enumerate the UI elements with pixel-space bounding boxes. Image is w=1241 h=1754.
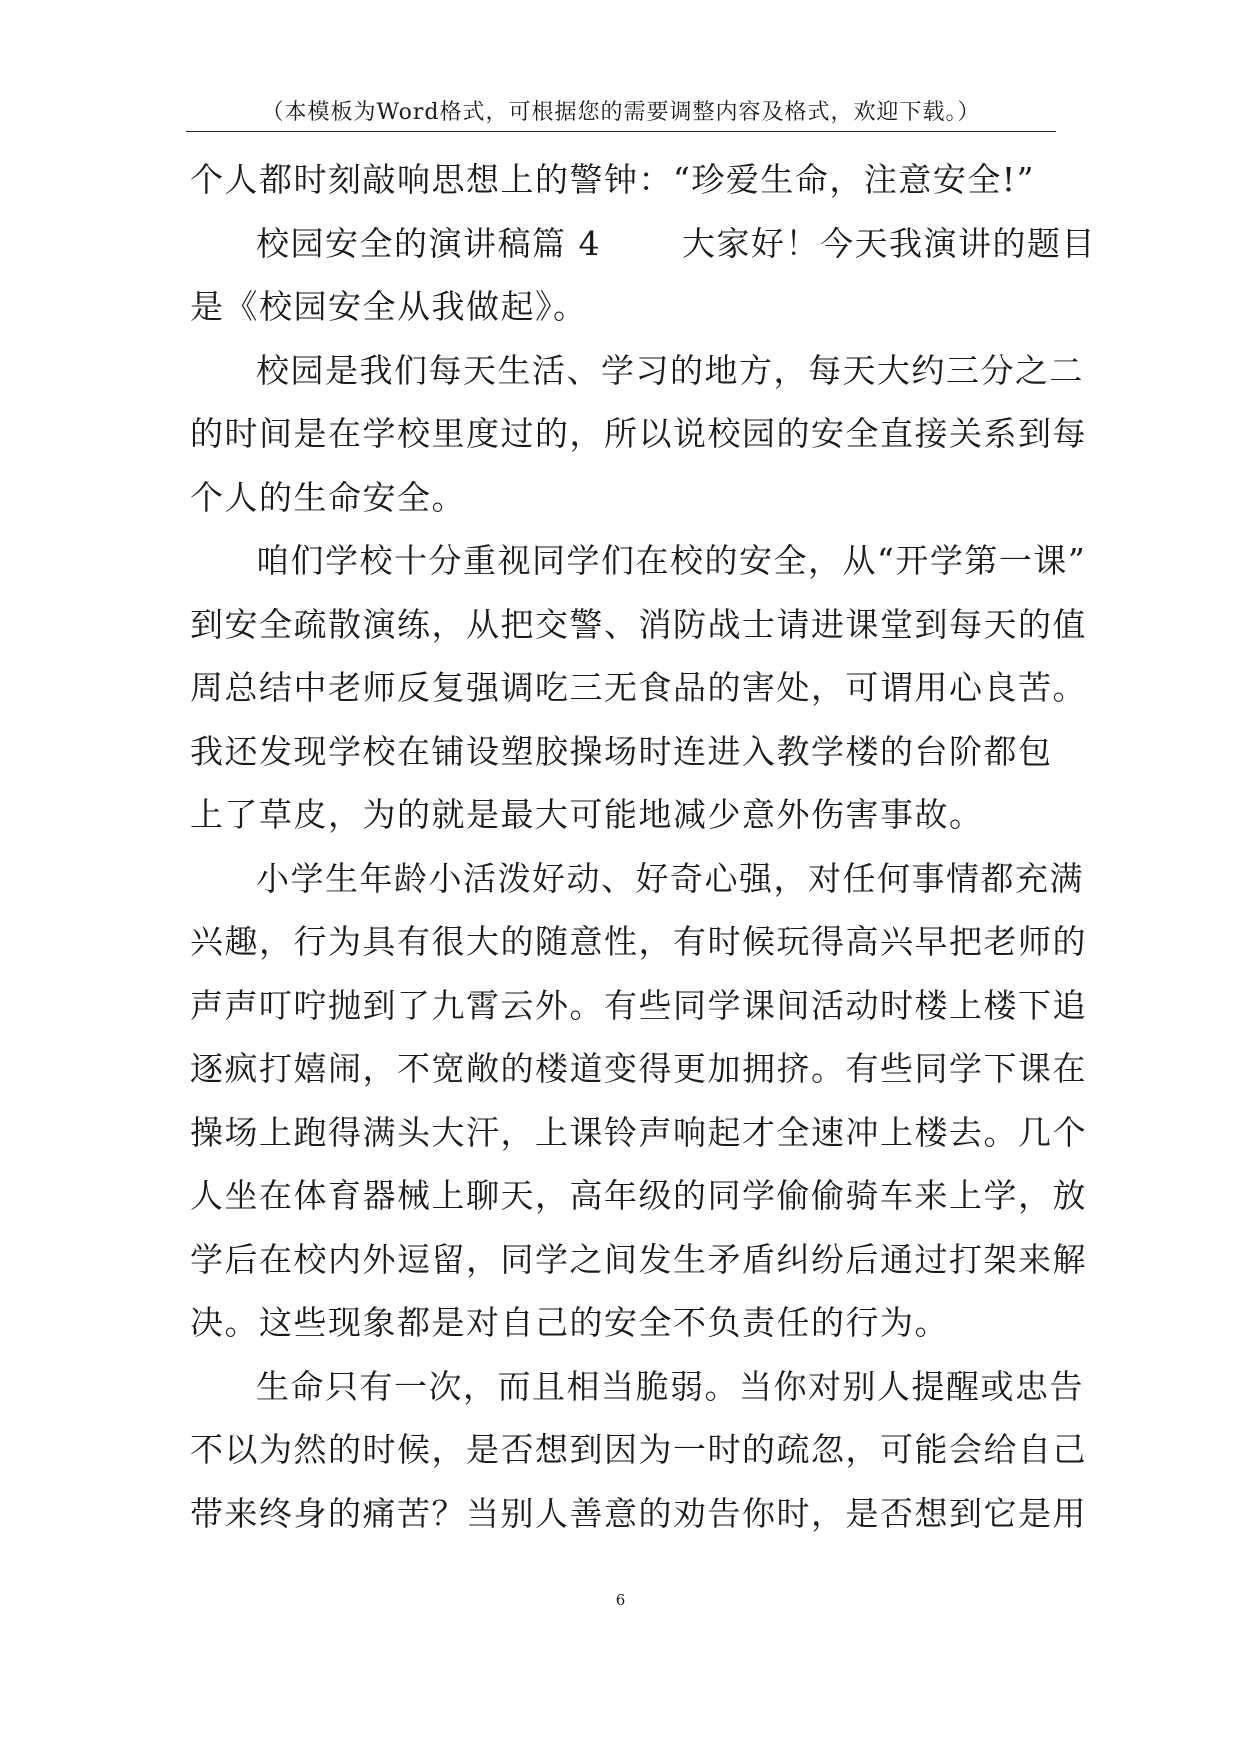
text-line: 到安全疏散演练，从把交警、消防战士请进课堂到每天的值 <box>190 604 1087 644</box>
text-line: 兴趣，行为具有很大的随意性，有时候玩得高兴早把老师的 <box>190 922 1087 961</box>
text-line: 周总结中老师反复强调吃三无食品的害处，可谓用心良苦。 <box>190 668 1087 707</box>
page-number: 6 <box>615 1591 626 1609</box>
text-line: 校园安全的演讲稿篇 4 大家好！今天我演讲的题目 <box>256 223 1096 263</box>
text-line: 不以为然的时候，是否想到因为一时的疏忽，可能会给自己 <box>190 1430 1087 1469</box>
body-text <box>190 160 1096 1557</box>
text-line: 个人的生命安全。 <box>190 477 466 517</box>
text-line: 小学生年龄小活泼好动、好奇心强，对任何事情都充满 <box>256 858 1084 898</box>
text-line: 咱们学校十分重视同学们在校的安全，从“开学第一课” <box>256 541 1087 580</box>
text-line: 上了草皮，为的就是最大可能地减少意外伤害事故。 <box>190 795 984 834</box>
text-line: 逐疯打嬉闹，不宽敞的楼道变得更加拥挤。有些同学下课在 <box>190 1049 1087 1088</box>
page-header-note: （本模板为Word格式，可根据您的需要调整内容及格式，欢迎下载。） <box>261 100 981 125</box>
text-line: 的时间是在学校里度过的，所以说校园的安全直接关系到每 <box>190 414 1087 453</box>
text-line: 人坐在体育器械上聊天，高年级的同学偷偷骑车来上学，放 <box>190 1176 1087 1215</box>
text-line: 学后在校内外逗留，同学之间发生矛盾纠纷后通过打架来解 <box>190 1239 1087 1279</box>
text-line: 声声叮咛抛到了九霄云外。有些同学课间活动时楼上楼下追 <box>190 985 1087 1025</box>
text-line: 带来终身的痛苦？当别人善意的劝告你时，是否想到它是用 <box>190 1493 1087 1533</box>
text-line: 操场上跑得满头大汗，上课铃声响起才全速冲上楼去。几个 <box>190 1112 1087 1152</box>
text-line: 是《校园安全从我做起》。 <box>190 287 588 326</box>
text-line: 生命只有一次，而且相当脆弱。当你对别人提醒或忠告 <box>256 1366 1084 1406</box>
text-line: 个人都时刻敲响思想上的警钟：“珍爱生命，注意安全!” <box>190 160 1036 199</box>
text-line: 我还发现学校在铺设塑胶操场时连进入教学楼的台阶都包 <box>190 731 1053 771</box>
text-line: 决。这些现象都是对自己的安全不负责任的行为。 <box>190 1303 949 1342</box>
header-divider <box>186 131 1056 132</box>
text-line: 校园是我们每天生活、学习的地方，每天大约三分之二 <box>256 350 1084 390</box>
